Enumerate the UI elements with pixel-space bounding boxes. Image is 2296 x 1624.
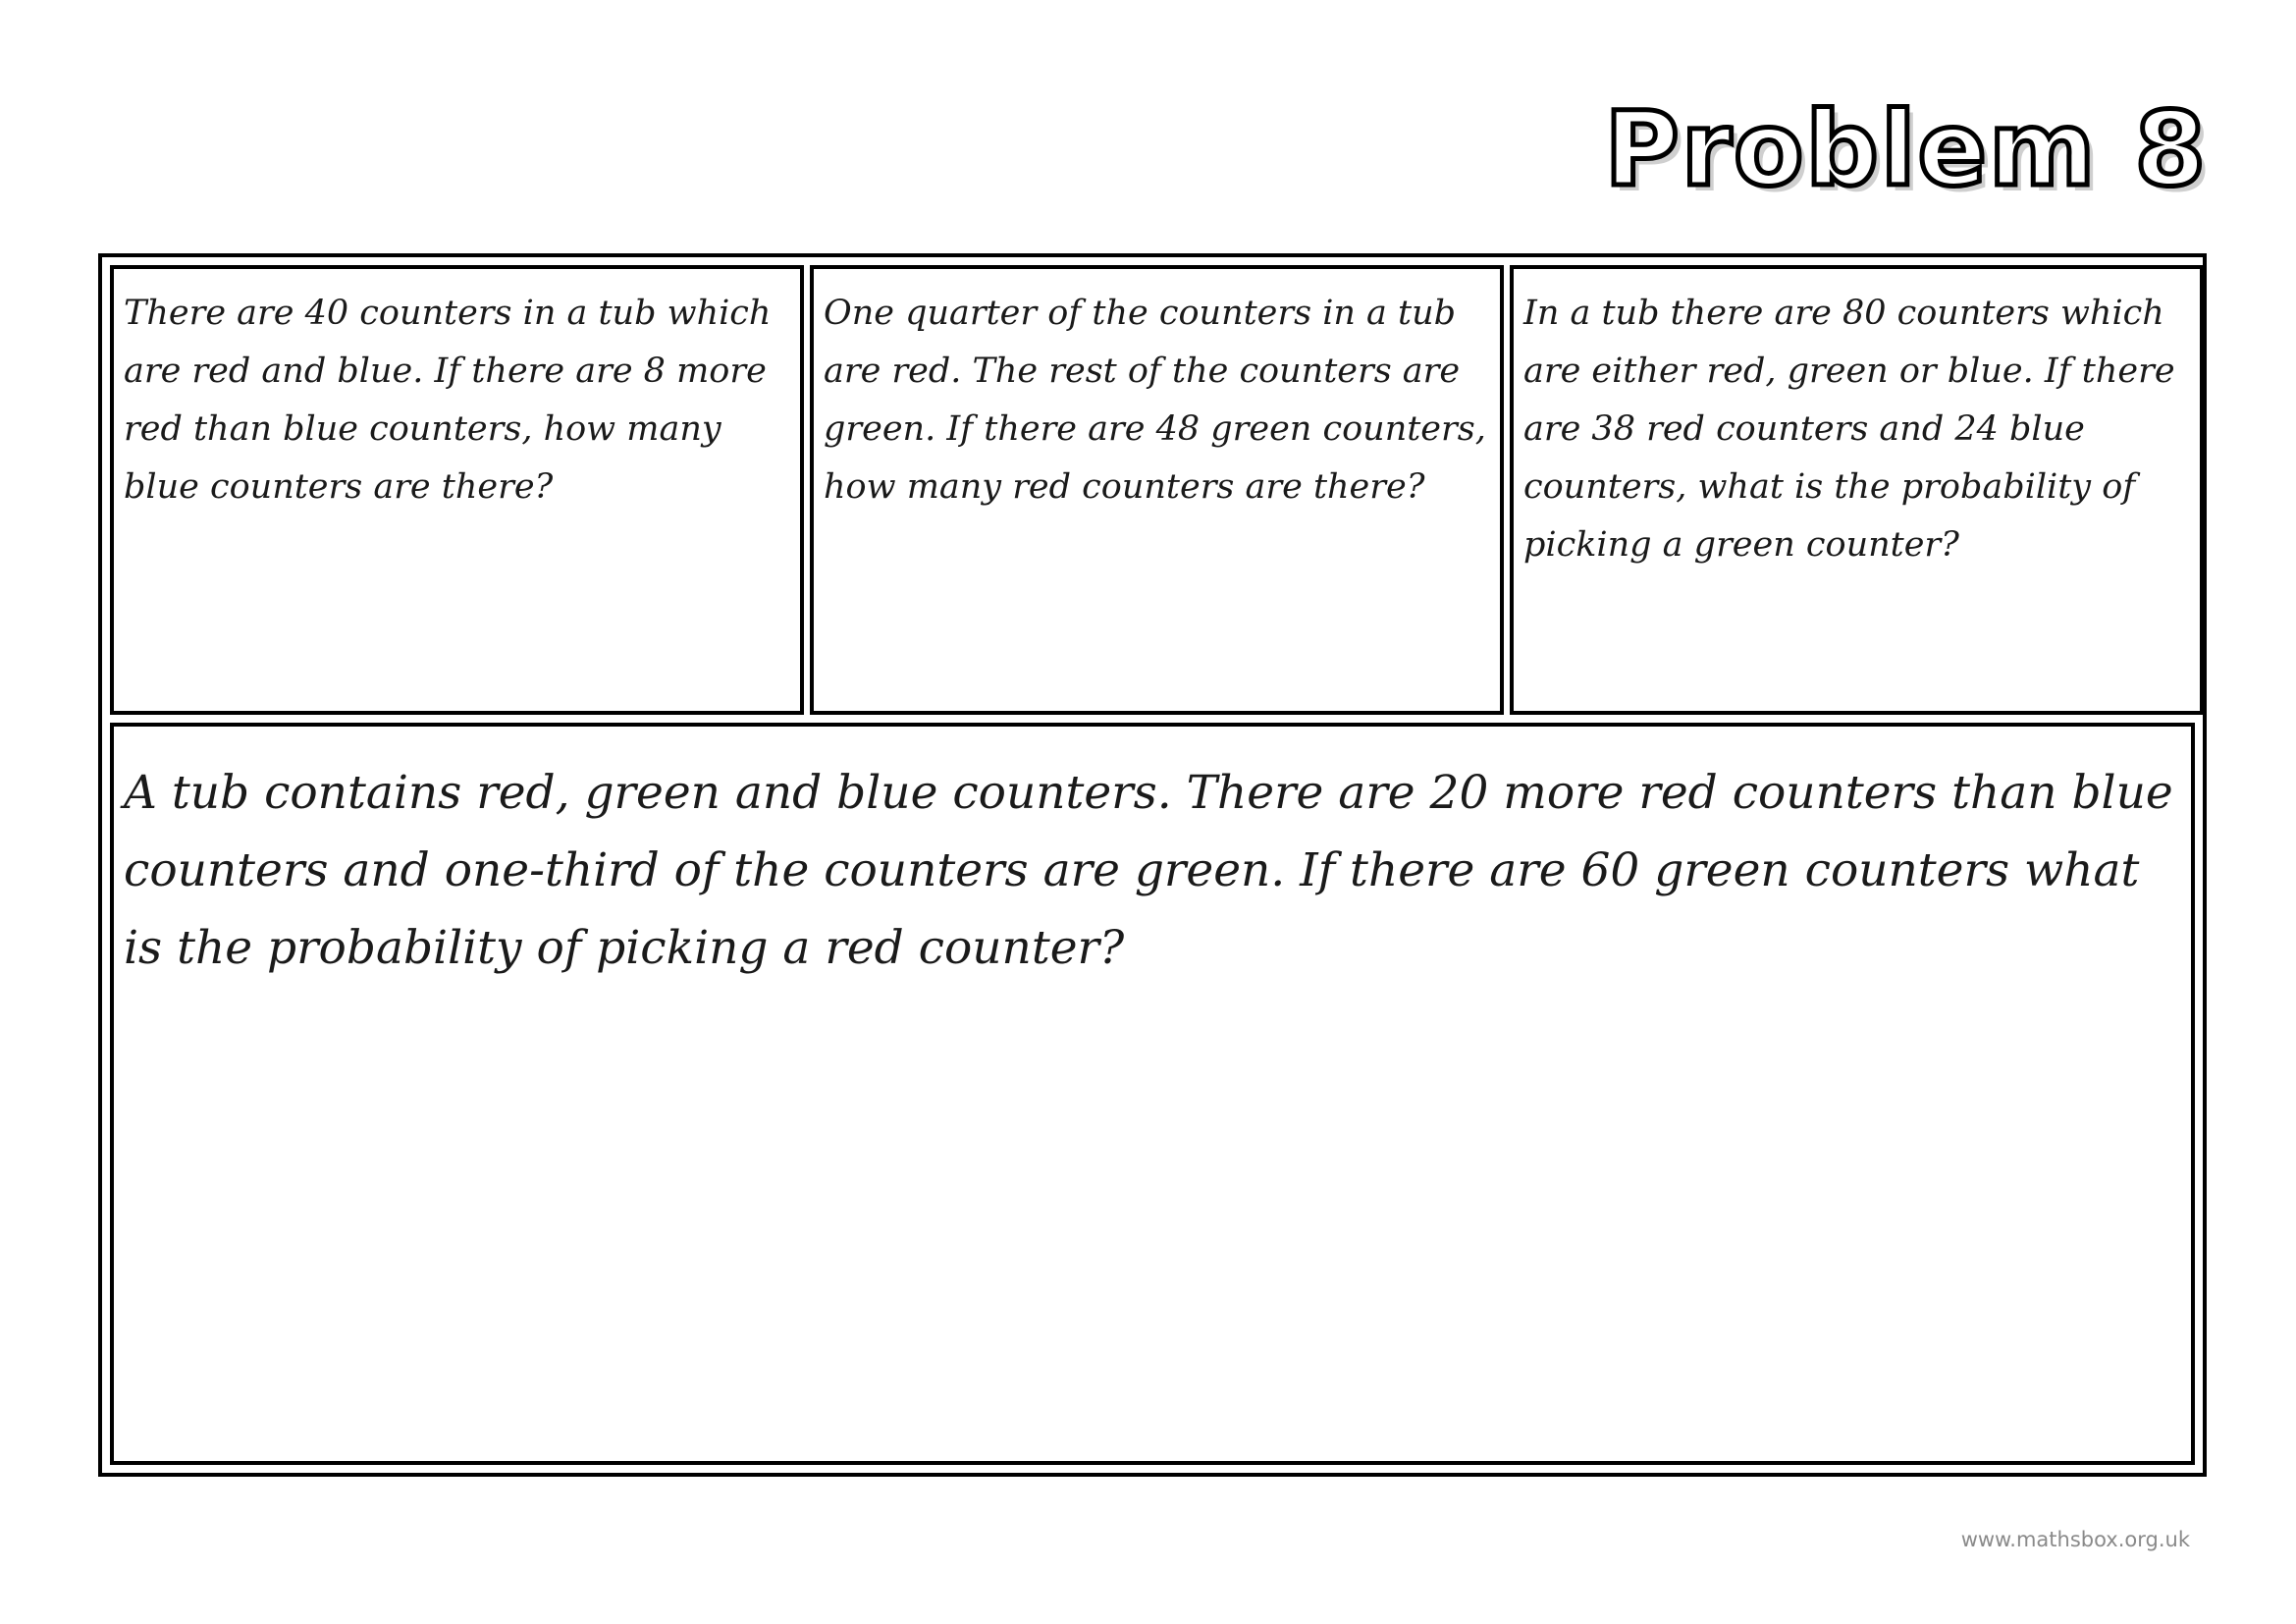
problems-frame [98, 253, 2207, 1477]
problem-text-1: There are 40 counters in a tub which are red and blue. If there are 8 more red than blue counters, how many blue counters are there? [124, 294, 772, 507]
problem-text-2: One quarter of the counters in a tub are red. The rest of the counters are green. If there are 48 green counters, how many red counters are there? [824, 294, 1486, 507]
page-title: Problem 8 [1604, 89, 2208, 209]
problem-cell-1 [110, 265, 804, 715]
problem-cell-2 [810, 265, 1504, 715]
problem-text-4: A tub contains red, green and blue counters. There are 20 more red counters than blue counters and one-third of the counters are green. If there are 60 green counters what is the probability of picking a red counter? [124, 766, 2173, 975]
problem-cell-3 [1510, 265, 2204, 715]
footer-url: www.mathsbox.org.uk [1960, 1528, 2190, 1551]
problem-text-3: In a tub there are 80 counters which are either red, green or blue. If there are 38 red counters and 24 blue counters, what is the probability of picking a green counter? [1523, 294, 2175, 565]
problem-cell-4 [110, 723, 2195, 1465]
